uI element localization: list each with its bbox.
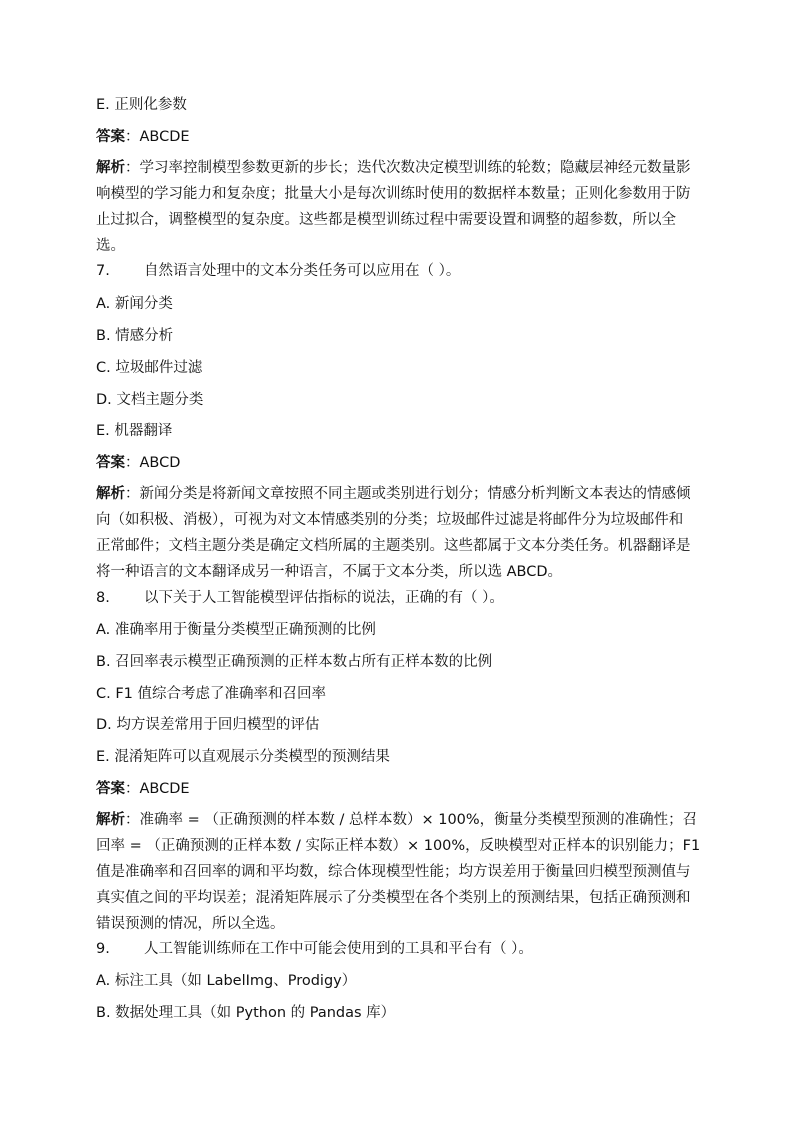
analysis-line: 回率 = （正确预测的正样本数 / 实际正样本数）× 100%，反映模型对正样本的识别能力；F1 xyxy=(96,838,701,854)
answer-value: ：ABCD xyxy=(125,455,181,471)
answer-value: ：ABCDE xyxy=(125,781,190,797)
question-text: 人工智能训练师在工作中可能会使用到的工具和平台有（ ）。 xyxy=(144,941,533,957)
q8-analysis xyxy=(96,807,702,937)
analysis-label: 解析 xyxy=(96,486,125,502)
question-text: 以下关于人工智能模型评估指标的说法，正确的有（ ）。 xyxy=(144,590,504,606)
analysis-line: 正常邮件；文档主题分类是确定文档所属的主题类别。这些都属于文本分类任务。机器翻译是 xyxy=(96,538,691,554)
answer-label: 答案 xyxy=(96,781,125,797)
analysis-line: 选。 xyxy=(96,238,125,254)
q6-option-e: E. 正则化参数 xyxy=(96,97,187,113)
analysis-line: ：准确率 = （正确预测的样本数 / 总样本数）× 100%，衡量分类模型预测的准确性；召 xyxy=(125,812,698,828)
question-text: 自然语言处理中的文本分类任务可以应用在（ ）。 xyxy=(144,263,461,279)
q8-option-b: B. 召回率表示模型正确预测的正样本数占所有正样本数的比例 xyxy=(96,654,493,670)
q6-analysis xyxy=(96,155,702,259)
q9-option-a: A. 标注工具（如 LabelImg、Prodigy） xyxy=(96,973,357,989)
q7-option-a: A. 新闻分类 xyxy=(96,296,173,312)
analysis-line: 值是准确率和召回率的调和平均数，综合体现模型性能；均方误差用于衡量回归模型预测值与 xyxy=(96,864,691,880)
analysis-line: 响模型的学习能力和复杂度；批量大小是每次训练时使用的数据样本数量；正则化参数用于防 xyxy=(96,186,691,202)
analysis-line: 错误预测的情况，所以全选。 xyxy=(96,916,285,932)
q6-answer xyxy=(96,128,716,146)
q7-stem xyxy=(96,262,716,280)
q7-option-b: B. 情感分析 xyxy=(96,328,174,344)
answer-label: 答案 xyxy=(96,455,125,471)
q7-option-d: D. 文档主题分类 xyxy=(96,392,204,408)
q8-option-e: E. 混淆矩阵可以直观展示分类模型的预测结果 xyxy=(96,749,390,765)
q7-option-c: C. 垃圾邮件过滤 xyxy=(96,360,203,376)
analysis-label: 解析 xyxy=(96,812,125,828)
analysis-line: 真实值之间的平均误差；混淆矩阵展示了分类模型在各个类别上的预测结果，包括正确预测和 xyxy=(96,890,691,906)
q7-answer xyxy=(96,454,716,472)
question-number: 9. xyxy=(96,941,110,957)
question-number: 7. xyxy=(96,263,110,279)
answer-value: ：ABCDE xyxy=(125,129,190,145)
q8-option-c: C. F1 值综合考虑了准确率和召回率 xyxy=(96,686,327,702)
q7-analysis xyxy=(96,481,702,585)
q8-answer xyxy=(96,780,716,798)
q8-option-d: D. 均方误差常用于回归模型的评估 xyxy=(96,717,320,733)
question-number: 8. xyxy=(96,590,110,606)
analysis-line: ：新闻分类是将新闻文章按照不同主题或类别进行划分；情感分析判断文本表达的情感倾 xyxy=(125,486,691,502)
analysis-label: 解析 xyxy=(96,160,125,176)
q7-option-e: E. 机器翻译 xyxy=(96,423,173,439)
analysis-line: 止过拟合，调整模型的复杂度。这些都是模型训练过程中需要设置和调整的超参数，所以全 xyxy=(96,212,676,228)
analysis-line: 将一种语言的文本翻译成另一种语言，不属于文本分类，所以选 ABCD。 xyxy=(96,564,563,580)
q9-stem xyxy=(96,940,716,958)
analysis-line: 向（如积极、消极），可视为对文本情感类别的分类；垃圾邮件过滤是将邮件分为垃圾邮件和 xyxy=(96,512,684,528)
q9-option-b: B. 数据处理工具（如 Python 的 Pandas 库） xyxy=(96,1005,396,1021)
analysis-line: ：学习率控制模型参数更新的步长；迭代次数决定模型训练的轮数；隐藏层神经元数量影 xyxy=(125,160,691,176)
q8-option-a: A. 准确率用于衡量分类模型正确预测的比例 xyxy=(96,622,376,638)
q8-stem xyxy=(96,589,716,607)
answer-label: 答案 xyxy=(96,129,125,145)
